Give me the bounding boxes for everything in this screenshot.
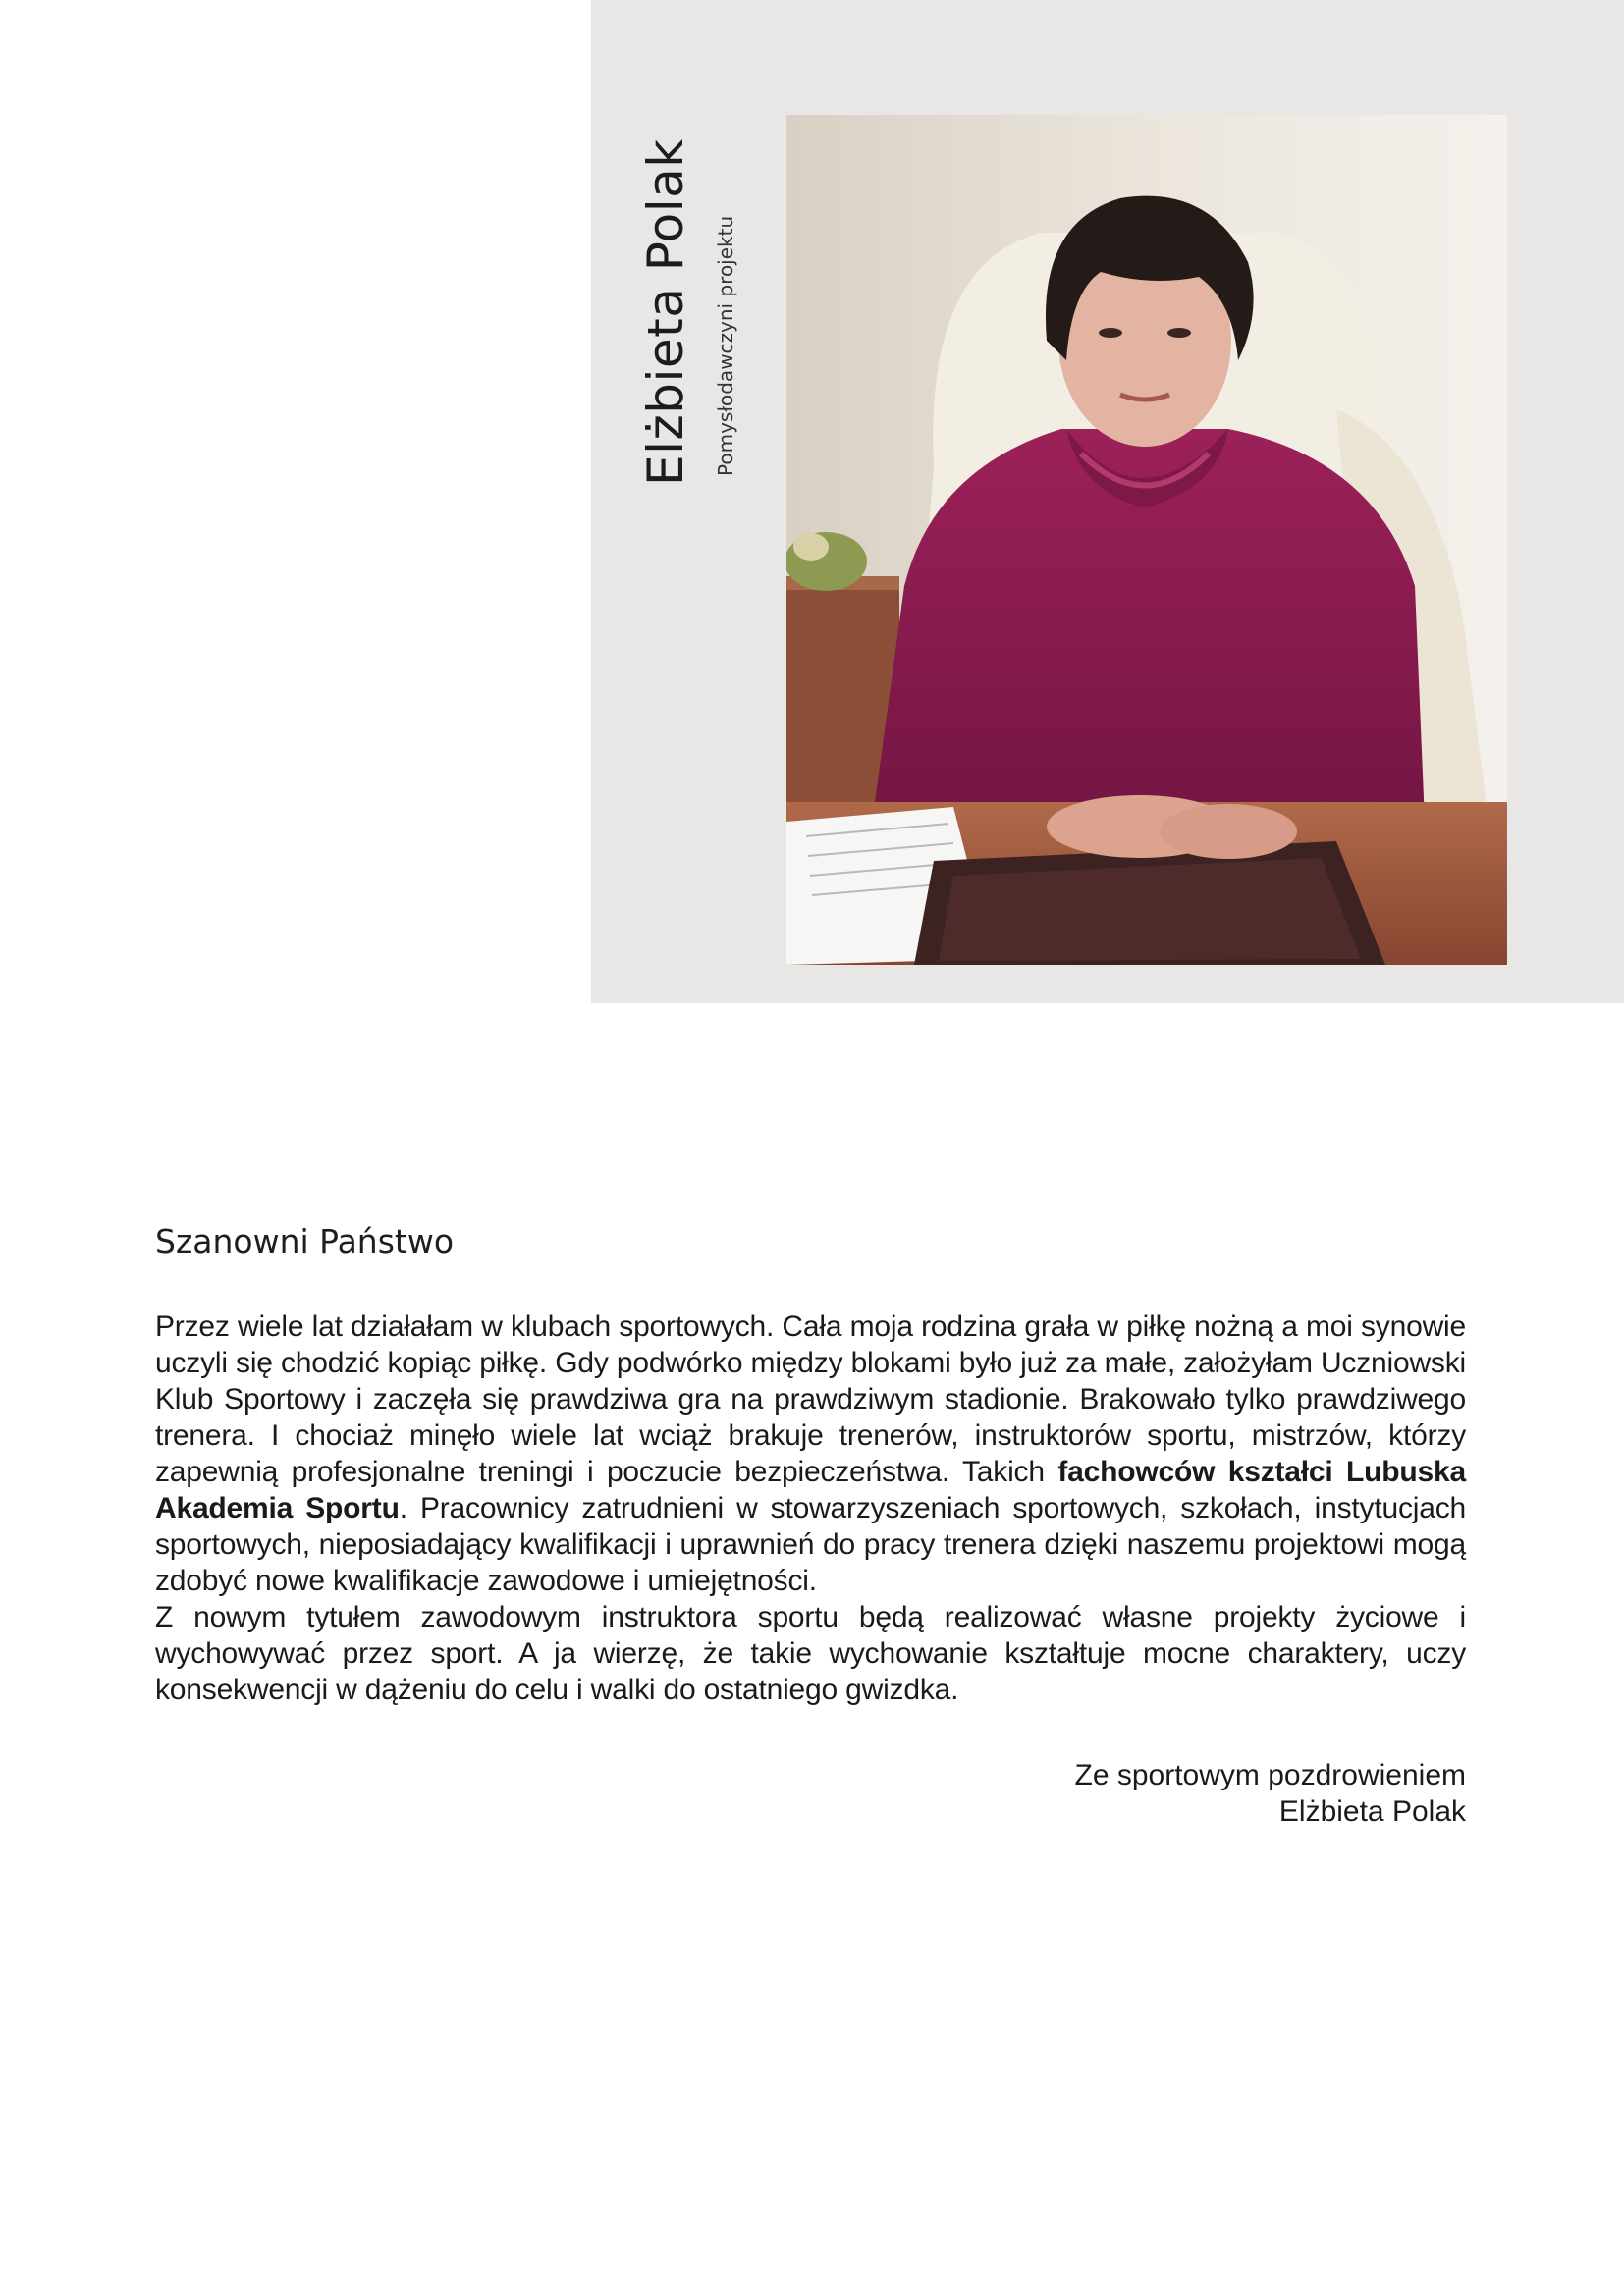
letter <box>155 1222 1466 1830</box>
author-name: Elżbieta Polak <box>637 138 694 486</box>
p1-text-before: Przez wiele lat działałam w klubach sportowych. Cała moja rodzina grała w piłkę nożną a moi synowie uczyli się chodzić kopiąc piłkę. Gdy podwórko między blokami było już za małe, założyłam Uczniowski Klub Sportowy i zaczęła się prawdziwa gra na prawdziwym stadionie. Brakowało tylko prawdziwego trenera. I chociaż minęło wiele lat wciąż brakuje trenerów, instruktorów sportu, mistrzów, którzy zapewnią profesjonalne treningi i poczucie bezpieczeństwa. Takich <box>155 1310 1466 1488</box>
author-role: Pomysłodawczyni projektu <box>714 215 737 476</box>
signature-name: Elżbieta Polak <box>1278 1795 1466 1828</box>
portrait-illustration <box>786 115 1507 965</box>
letter-greeting: Szanowni Państwo <box>155 1222 455 1260</box>
letter-paragraph-1 <box>155 1308 1466 1599</box>
closing-line: Ze sportowym pozdrowieniem <box>1074 1759 1466 1791</box>
p1-text-after: . Pracownicy zatrudnieni w stowarzyszeniach sportowych, szkołach, instytucjach sportowych, nieposiadający kwalifikacji i uprawnień do pracy trenera dzięki naszemu projektowi mogą zdobyć nowe kwalifikacje zawodowe i umiejętności. <box>155 1492 1466 1597</box>
letter-paragraph-2: Z nowym tytułem zawodowym instruktora sportu będą realizować własne projekty życiowe i wychowywać przez sport. A ja wierzę, że takie wychowanie kształtuje mocne charaktery, uczy konsekwencji w dążeniu do celu i walki do ostatniego gwizdka. <box>155 1601 1466 1706</box>
portrait-photo <box>786 115 1507 965</box>
vertical-name <box>636 113 695 486</box>
vertical-role <box>711 182 740 476</box>
p1-bold-text: fachowców kształci Lubuska Akademia Sportu <box>155 1456 1466 1524</box>
letter-signoff <box>155 1757 1466 1830</box>
